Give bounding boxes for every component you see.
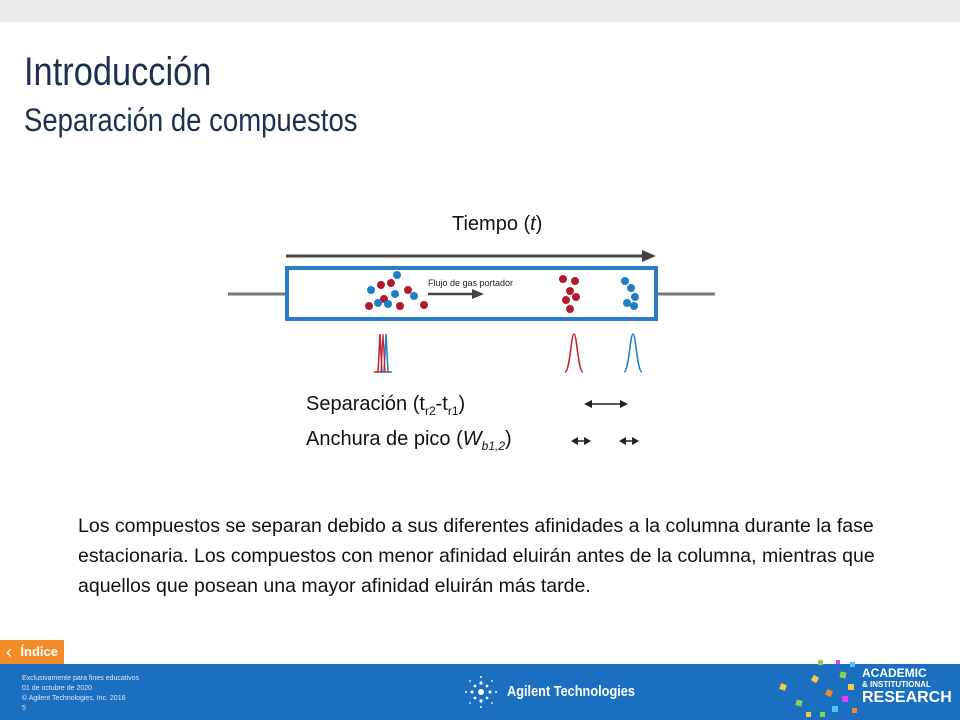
agilent-logo-icon — [465, 676, 497, 708]
carrier-flow-label: Flujo de gas portador — [428, 278, 514, 288]
slide-subtitle: Separación de compuestos — [24, 102, 358, 138]
time-label: Tiempo (t) — [452, 213, 543, 235]
chevron-left-icon: ‹ — [6, 642, 12, 662]
peak-width-label: Anchura de pico $(W_{b1,2})$ — [306, 428, 512, 453]
separation-label: Separación $(t_{r2}-t_{r1})$ — [306, 393, 466, 418]
program-line-3: RESEARCH — [862, 689, 952, 706]
slide-title: Introducción — [24, 50, 212, 94]
page-number: 5 — [22, 705, 26, 712]
mosaic-decoration — [779, 660, 857, 717]
footer-date: 01 de octubre de 2020 — [22, 685, 93, 692]
program-logo — [862, 664, 952, 706]
index-button-label: Índice — [20, 644, 58, 659]
footer-copyright: © Agilent Technologies, Inc. 2016 — [22, 695, 126, 702]
program-line-2: & INSTITUTIONAL — [862, 680, 931, 689]
body-paragraph: Los compuestos se separan debido a sus diferentes afinidades a la columna durante la fase estacionaria. Los compuestos con menor afinidad eluirán antes de la columna, mientras que aquellos que posean una mayor afinidad eluirán más tarde. — [78, 515, 875, 597]
program-line-1: ACADEMIC — [862, 666, 927, 680]
company-name: Agilent Technologies — [507, 683, 635, 700]
footer-note: Exclusivamente para fines educativos — [22, 675, 140, 682]
